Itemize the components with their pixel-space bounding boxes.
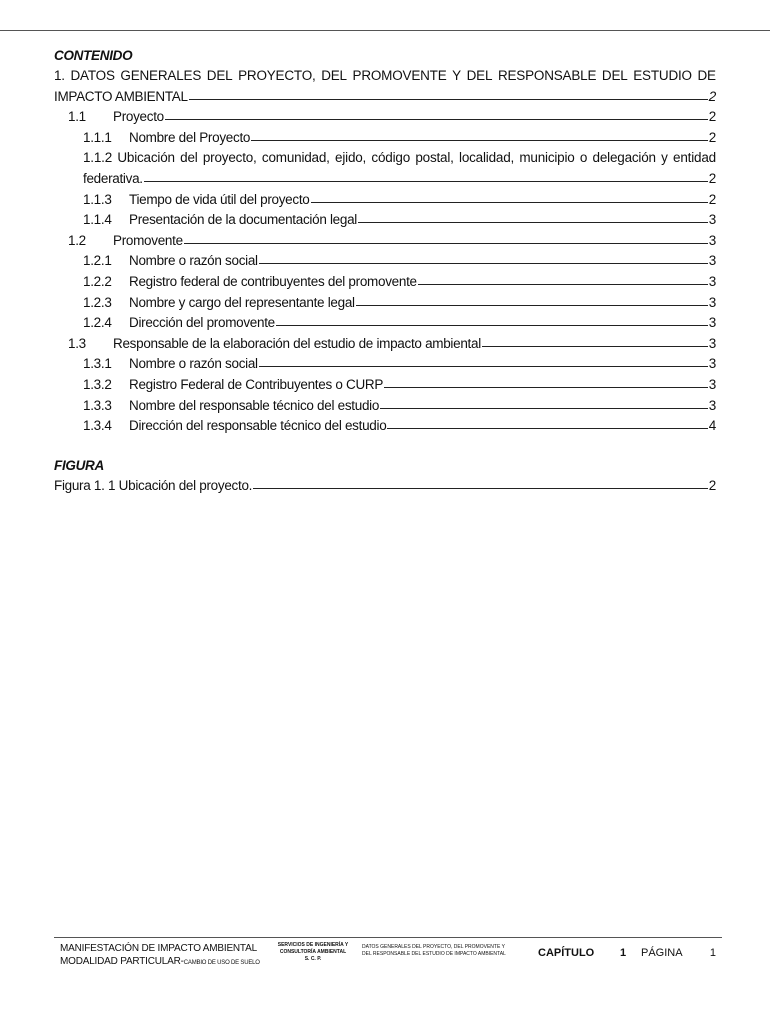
dot-leader [384,375,708,388]
dot-leader [259,354,708,367]
toc-entry-1-3-1[interactable] [54,354,716,375]
dot-leader [276,313,708,326]
toc-page-number: 3 [708,335,716,351]
footer-chapter-number: 1 [620,947,627,959]
dot-leader [165,107,708,120]
toc-page-number: 2 [708,129,716,145]
dot-leader [356,293,708,306]
toc-entry-1-3-2[interactable] [54,375,716,396]
toc-entry-number: 1.3.1 [83,356,112,372]
toc-page-number: 2 [708,88,716,104]
dot-leader [311,190,708,203]
toc-entry-title: federativa. [83,170,143,186]
table-of-contents [54,46,716,496]
dot-leader [259,251,708,264]
toc-entry-number: 1.1.1 [83,129,112,145]
toc-page-number: 3 [708,376,716,392]
toc-entry-1-line1[interactable]: 1. DATOS GENERALES DEL PROYECTO, DEL PROMOVENTE Y DEL RESPONSABLE DEL ESTUDIO DE [54,68,716,83]
footer-chapter-description: DATOS GENERALES DEL PROYECTO, DEL PROMOVENTE Y DEL RESPONSABLE DEL ESTUDIO DE IMPACTO AMBIENTAL [362,944,506,957]
dot-leader [387,416,707,429]
toc-page-number: 3 [708,356,716,372]
toc-entry-1-2-1[interactable] [54,251,716,272]
toc-entry-title: IMPACTO AMBIENTAL [54,88,188,104]
toc-entry-number: 1.2.1 [83,253,112,269]
dot-leader [189,87,708,100]
page-footer [54,937,722,974]
section-gap [54,437,716,456]
footer-company-name: SERVICIOS DE INGENIERÍA Y CONSULTORÍA AMBIENTAL S. C. P. [277,942,349,962]
toc-entry-1-1-1[interactable] [54,128,716,149]
toc-page-number: 2 [708,109,716,125]
toc-page-number: 3 [708,212,716,228]
footer-chapter-label: CAPÍTULO [538,947,595,959]
toc-heading: CONTENIDO [54,48,133,63]
toc-entry-number: 1.2.3 [83,294,112,310]
toc-entry-1-2-4[interactable] [54,313,716,334]
figure-page-number: 2 [708,477,716,493]
header-rule [0,30,770,31]
toc-entry-title: Nombre y cargo del representante legal [129,294,355,310]
footer-page-number: 1 [709,947,716,959]
toc-entry-title: Responsable de la elaboración del estudio de impacto ambiental [113,335,481,351]
toc-entry-number: 1.3.3 [83,397,112,413]
toc-entry-1-2[interactable] [54,231,716,252]
toc-entry-number: 1.2.2 [83,273,112,289]
toc-entry-1-2-2[interactable] [54,272,716,293]
toc-entry-title: Tiempo de vida útil del proyecto [129,191,310,207]
toc-entry-1-line2[interactable] [54,87,716,108]
toc-entry-title: Proyecto [113,109,164,125]
toc-entry-number: 1.3 [68,335,86,351]
toc-entry-title: Nombre del Proyecto [129,129,251,145]
dot-leader [253,476,708,489]
footer-document-title: MANIFESTACIÓN DE IMPACTO AMBIENTAL MODALIDAD PARTICULAR-CAMBIO DE USO DE SUELO [60,943,260,967]
toc-entry-title: Registro Federal de Contribuyentes o CURP [129,376,384,392]
toc-entry-number: 1.1.3 [83,191,112,207]
toc-entry-number: 1.1.4 [83,212,112,228]
toc-entry-1-2-3[interactable] [54,293,716,314]
toc-entry-number: 1.3.2 [83,376,112,392]
toc-entry-title: Nombre o razón social [129,356,258,372]
toc-entry-title: Dirección del responsable técnico del estudio [129,418,387,434]
figures-heading: FIGURA [54,457,104,473]
toc-entry-title: Promovente [113,232,183,248]
dot-leader [358,210,708,223]
toc-page-number: 4 [708,418,716,434]
toc-page-number: 2 [708,191,716,207]
toc-entry-title: Dirección del promovente [129,315,275,331]
toc-page-number: 3 [708,315,716,331]
toc-entry-title: Nombre o razón social [129,253,258,269]
toc-entry-1-3-4[interactable] [54,416,716,437]
toc-entry-title: Nombre del responsable técnico del estudio [129,397,380,413]
figure-entry-1-1[interactable] [54,476,716,497]
toc-entry-1-1[interactable] [54,107,716,128]
toc-page-number: 3 [708,253,716,269]
dot-leader [144,169,708,182]
toc-entry-1-1-2-line1[interactable]: 1.1.2 Ubicación del proyecto, comunidad, ejido, código postal, localidad, municipio o delegación y entidad [83,150,716,166]
dot-leader [418,272,708,285]
dot-leader [184,231,708,244]
dot-leader [482,334,708,347]
figure-entry-title: Figura 1. 1 Ubicación del proyecto. [54,477,253,493]
toc-entry-title: Registro federal de contribuyentes del promovente [129,273,417,289]
toc-entry-1-3-3[interactable] [54,396,716,417]
dot-leader [380,396,708,409]
toc-entry-number: 1.3.4 [83,418,112,434]
footer-page-label: PÁGINA [641,947,683,959]
toc-entry-number: 1.2 [68,232,86,248]
toc-entry-number: 1.2.4 [83,315,112,331]
toc-entry-number: 1.1 [68,109,86,125]
toc-page-number: 3 [708,232,716,248]
toc-page-number: 3 [708,273,716,289]
toc-entry-1-3[interactable] [54,334,716,355]
toc-page-number: 2 [708,170,716,186]
toc-entry-1-1-3[interactable] [54,190,716,211]
toc-page-number: 3 [708,294,716,310]
toc-entry-1-1-2-line2[interactable] [54,169,716,190]
toc-entry-title: Presentación de la documentación legal [129,212,358,228]
dot-leader [251,128,708,141]
toc-entry-1-1-4[interactable] [54,210,716,231]
toc-page-number: 3 [708,397,716,413]
